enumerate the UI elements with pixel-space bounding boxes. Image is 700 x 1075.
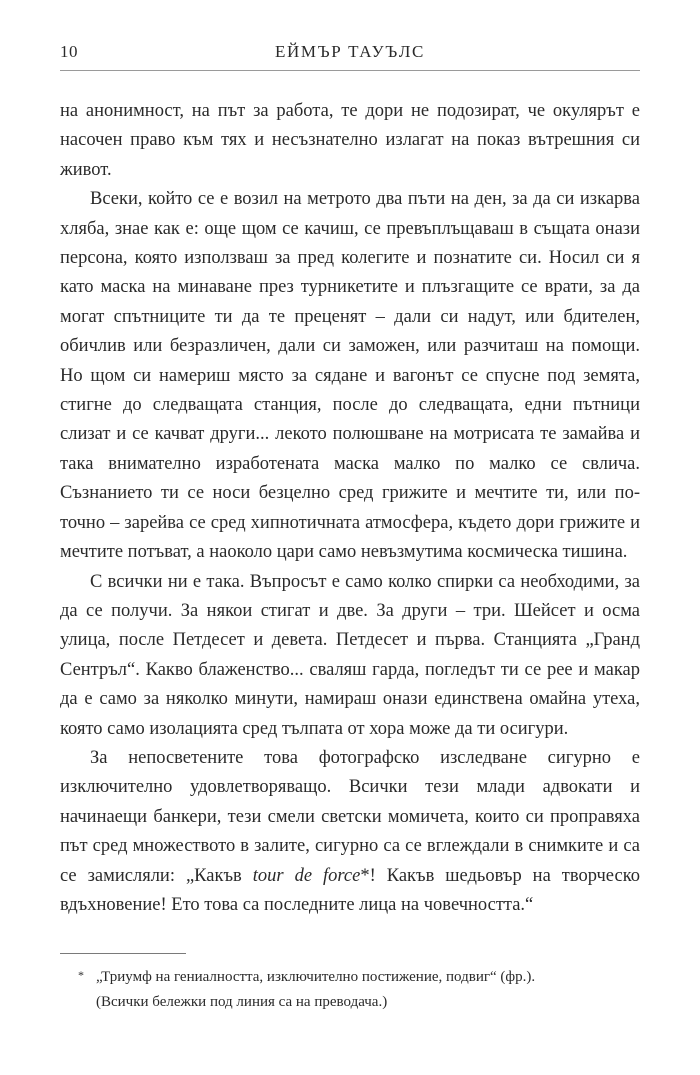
paragraph-4-text-end: ! Какъв шедьовър на творческо вдъхновение! Ето това са последните лица на човечността.“ (60, 865, 640, 915)
body-text (60, 97, 640, 920)
paragraph-3: С всички ни е така. Въпросът е само колко спирки са необходими, за да се получи. За някои стигат и две. За други – три. Шейсет и осма улица, после Петдесет и девета. Петдесет и първа. Станцията „Гранд Сентръл“. Какво блаженство... сваляш гарда, погледът ти се рее и макар да е само за няколко минути, намираш онази единствена омайна утеха, която само изолацията сред тълпата от хора може да ти осигури. (60, 571, 640, 739)
paragraph-4-text-start: За непосветените това фотографско изследване сигурно е изключително удовлетворяващо. Всички тези млади адвокати и начинаещи банкери, тези смели светски момичета, които си проправяха път сред множеството в залите, сигурно са се вглеждали в снимките и са се замисляли: „Какъв (60, 747, 640, 886)
footnote (60, 965, 640, 1014)
page-number: 10 (60, 42, 78, 61)
paragraph-2: Всеки, който се е возил на метрото два пъти на ден, за да си изкарва хляба, знае как е: още щом се качиш, се превъплъщаваш в същата онази персона, която използваш за пред колегите и познатите си. Носил си я като маска на минаване през турникетите и плъзгащите се врати, за да могат спътниците ти да те преценят – дали си надут, или бдителен, обичлив или безразличен, дали си заможен, или разчиташ на помощи. Но щом си намериш място за сядане и вагонът се спусне под земята, стигне до следващата станция, после до следващата, едни пътници слизат и се качват други... лекото полюшване на мотрисата те замайва и така внимателно изработената маска малко по малко се свлича. Съзнанието ти се носи безцелно сред грижите и мечтите ти, или по-точно – зарейва се сред хипнотичната атмосфера, където дори грижите и мечтите потъват, а наоколо цари само невъзмутима космическа тишина. (60, 189, 640, 563)
running-title: ЕЙМЪР ТАУЪЛС (275, 42, 425, 61)
running-head (60, 38, 640, 68)
paragraph-4 (60, 744, 640, 920)
header-rule (60, 70, 640, 71)
footnote-line-1: „Триумф на гениалността, изключително постижение, подвиг“ (фр.). (96, 969, 536, 985)
footnote-line-2: (Всички бележки под линия са на преводача.) (96, 993, 388, 1010)
footnote-text (96, 965, 640, 1014)
footnote-reference-mark: * (360, 865, 370, 886)
italic-phrase: tour de force (252, 865, 361, 886)
footnote-mark: * (78, 968, 84, 982)
paragraph-1: на анонимност, на път за работа, те дори не подозират, че окулярът е насочен право към тях и несъзнателно излагат на показ вътрешния си живот. (60, 101, 640, 180)
footnote-rule (60, 953, 186, 954)
